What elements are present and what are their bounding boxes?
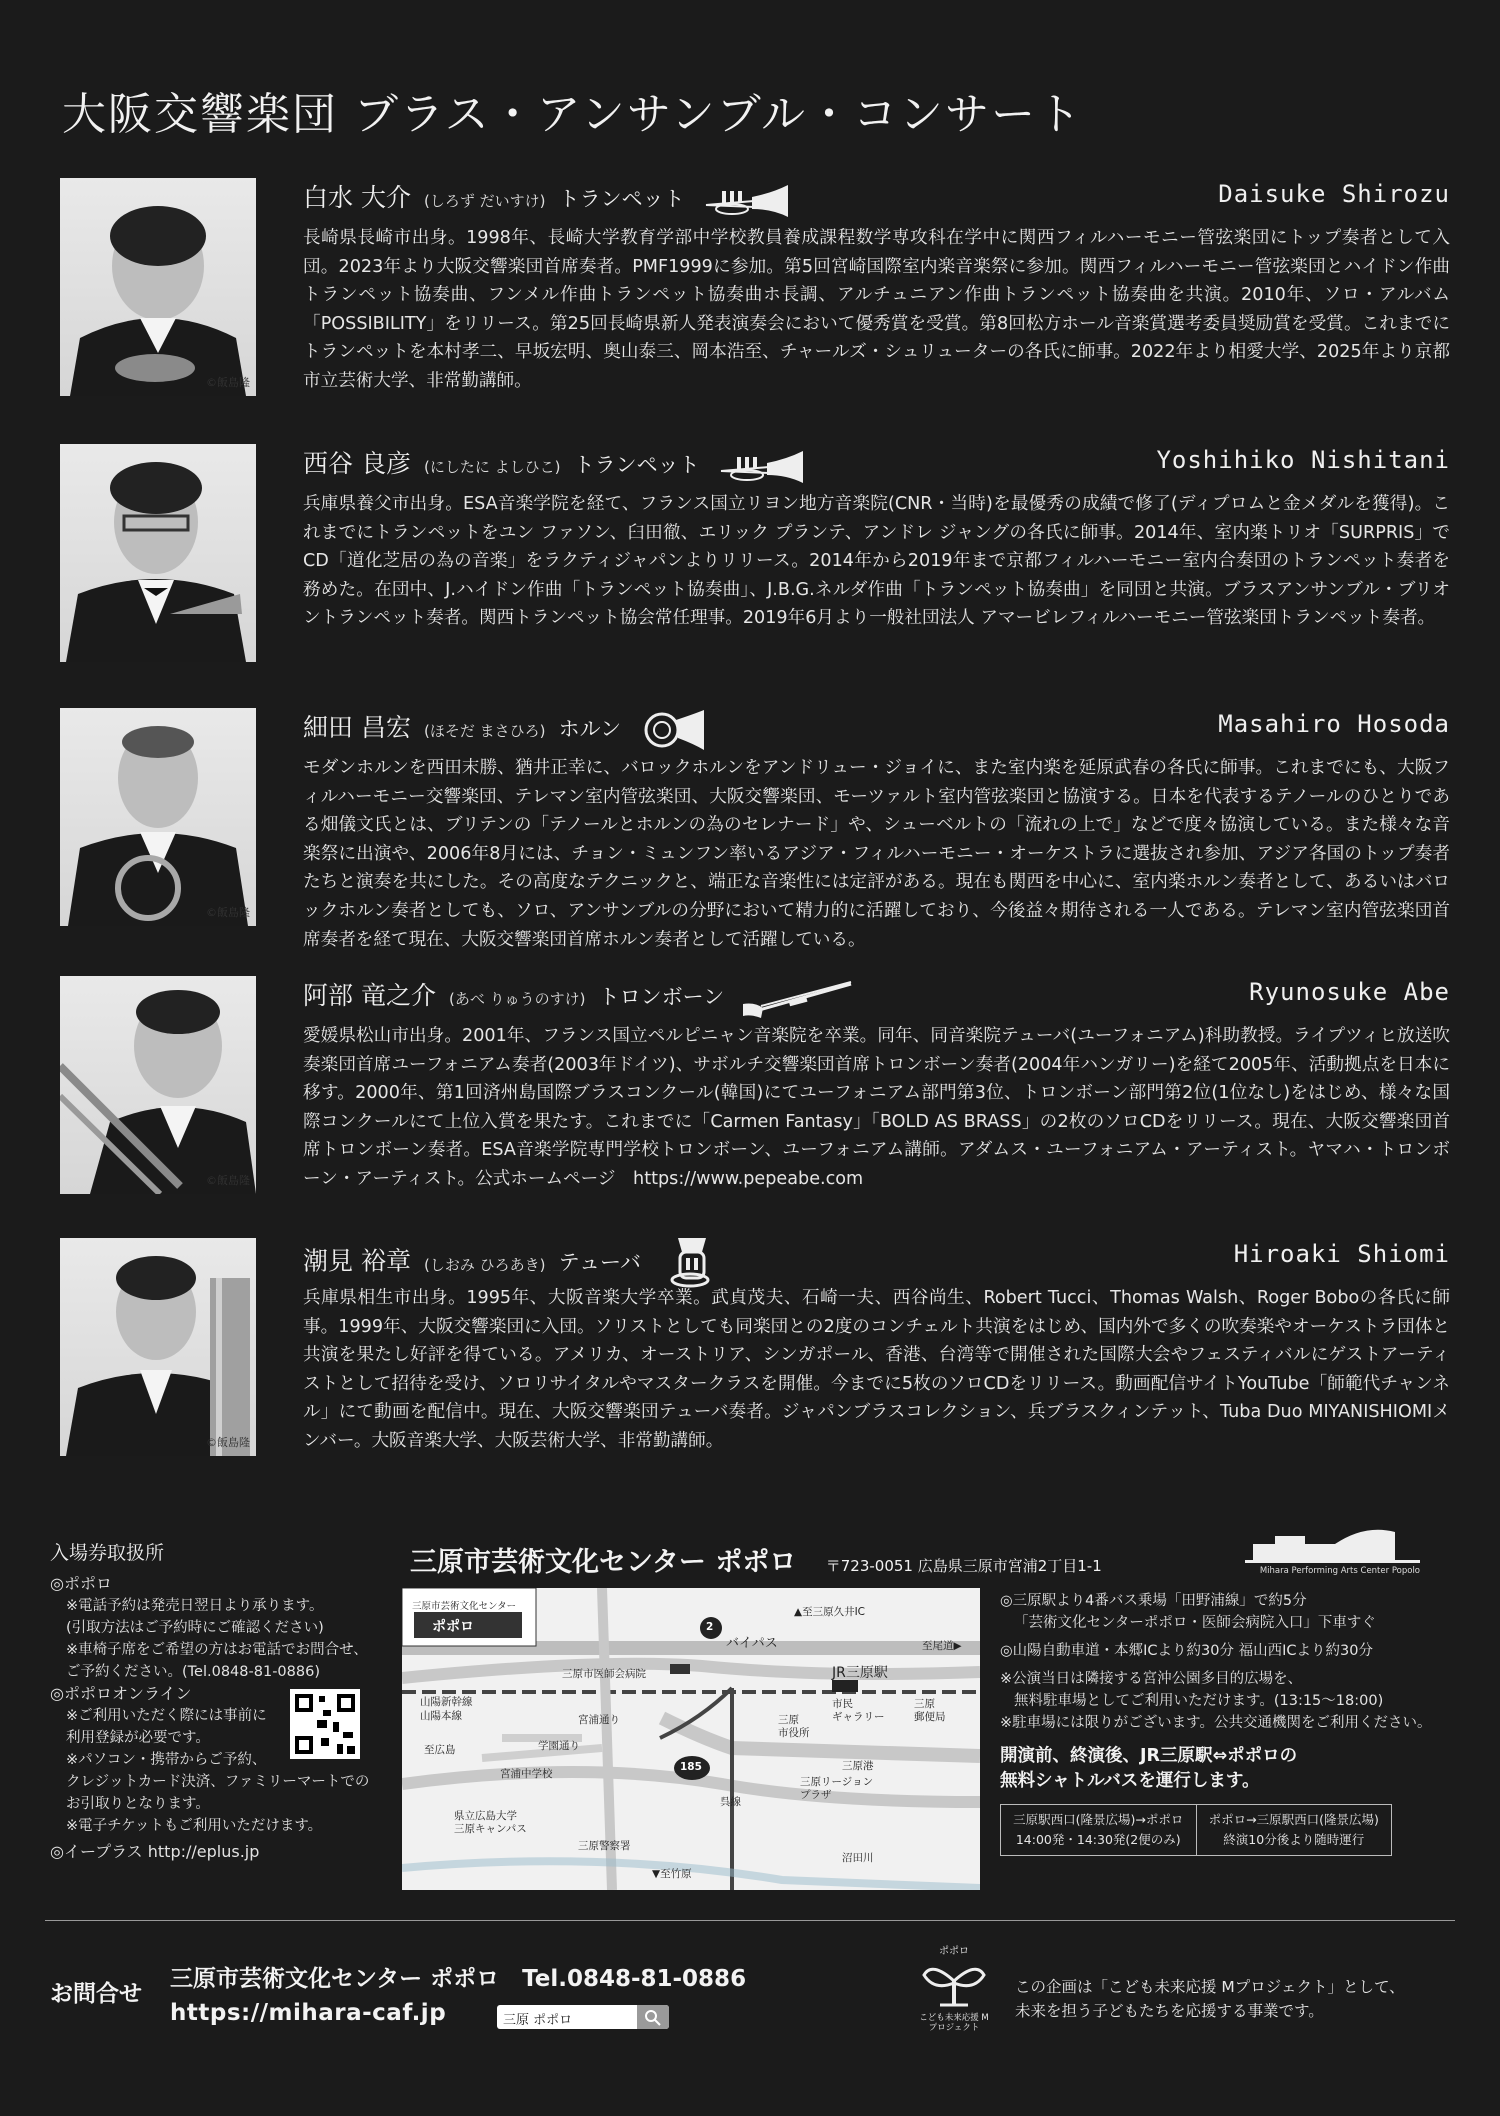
qr-code-icon[interactable] <box>290 1689 360 1759</box>
search-box[interactable] <box>497 2005 669 2029</box>
m-project-note-line: この企画は「こども未来応援 Mプロジェクト」として、 <box>1015 1978 1405 1996</box>
ticket-line: お引取りとなります。 <box>66 1796 210 1812</box>
map-label-to-chikubara: ▼至竹原 <box>652 1868 692 1880</box>
photo-credit: ©飯島隆 <box>206 1174 250 1187</box>
ticket-poporo-label: ◎ポポロ <box>50 1574 112 1593</box>
venue-logo <box>1245 1522 1420 1578</box>
player-name: 白水 大介 <box>303 183 411 212</box>
player-instrument: トランペット <box>573 453 700 477</box>
divider <box>45 1920 1455 1921</box>
venue-name: 三原市芸術文化センター ポポロ <box>410 1547 797 1578</box>
portrait-illustration <box>60 1238 256 1456</box>
ticket-line: ※パソコン・携帯からご予約、 <box>66 1752 267 1768</box>
player-name: 阿部 竜之介 <box>303 981 436 1010</box>
map-label-police: 三原警察署 <box>578 1840 631 1852</box>
map-label-ishikai: 三原市医師会病院 <box>562 1668 646 1680</box>
player-reading: (しろず だいすけ) <box>424 192 546 210</box>
access-map <box>402 1588 980 1890</box>
access-line: ◎三原駅より4番バス乗場「田野浦線」で約5分 <box>1000 1593 1307 1609</box>
venue-heading <box>410 1540 1102 1579</box>
m-project-logo <box>918 1942 990 2034</box>
map-label-kure-line: 呉線 <box>720 1796 741 1808</box>
ticket-line: ※ご利用いただく際には事前に <box>66 1708 267 1724</box>
tuba-icon <box>658 1238 728 1292</box>
shuttle-return-route: ポポロ→三原駅西口(隆景広場) <box>1208 1812 1379 1827</box>
photo-credit: ©飯島隆 <box>206 1436 250 1449</box>
map-label-jr: JR三原駅 <box>832 1665 888 1681</box>
portrait-illustration <box>60 976 256 1194</box>
player-name-en: Ryunosuke Abe <box>1249 978 1450 1006</box>
map-label-sanyo-line: 山陽本線 <box>420 1710 462 1722</box>
portrait-illustration <box>60 708 256 926</box>
m-project-top: ポポロ <box>939 1946 969 1957</box>
access-line: ◎山陽自動車道・本郷ICより約30分 福山西ICより約30分 <box>1000 1643 1373 1659</box>
player-bio: モダンホルンを西田末勝、猶井正幸に、バロックホルンをアンドリュー・ジョイに、また室内楽を延原武春の各氏に師事。これまでにも、大阪フィルハーモニー交響楽団、テレマン室内管弦楽団、大阪交響楽団、モーツァルト室内管弦楽団と協演する。日本を代表するテノールのひとりである畑儀文氏とは、ブリテンの「テノールとホルンの為のセレナード」や、シューベルトの「流れの上で」などで度々協演している。また様々な音楽祭に出演や、2006年8月には、チョン・ミュンフン率いるアジア・フィルハーモニー・オーケストラに選抜され参加、アジア各国のトップ奏者たちと演奏を共にした。その高度なテクニックと、端正な音楽性には定評がある。現在も関西を中心に、室内楽ホルン奏者として、あるいはバロックホルン奏者としても、ソロ、アンサンブルの分野において精力的に活躍しており、今後益々期待される一人である。テレマン室内管弦楽団首席奏者を経て現在、大阪交響楽団首席ホルン奏者として活躍している。 <box>303 758 1450 950</box>
search-button[interactable] <box>637 2005 669 2029</box>
trumpet-icon <box>702 183 792 221</box>
ticket-line: クレジットカード決済、ファミリーマートでの <box>66 1774 370 1790</box>
shuttle-outbound-times: 14:00発・14:30発(2便のみ) <box>1015 1832 1181 1847</box>
map-label-to-hiroshima: 至広島 <box>424 1744 456 1756</box>
sprout-icon <box>918 1957 990 2009</box>
player-photo <box>60 1238 256 1456</box>
map-label-post: 三原 郵便局 <box>914 1698 946 1723</box>
map-label-pref-univ: 県立広島大学 三原キャンパス <box>454 1810 527 1835</box>
contact-label: お問合せ <box>50 1981 142 2007</box>
building-icon <box>1245 1522 1420 1564</box>
photo-credit: ©飯島隆 <box>206 906 250 919</box>
player-photo <box>60 444 256 662</box>
map-label-onomichi: 至尾道▶ <box>922 1640 962 1652</box>
portrait-illustration <box>60 444 256 662</box>
player-name-en: Masahiro Hosoda <box>1218 710 1450 738</box>
shuttle-line: 無料シャトルバスを運行します。 <box>1000 1771 1260 1791</box>
player-instrument: テューバ <box>558 1250 641 1275</box>
map-label-gakuen-st: 学園通り <box>538 1740 580 1752</box>
venue-logo-text: Mihara Performing Arts Center Popolo <box>1259 1566 1420 1576</box>
player-name-en: Daisuke Shirozu <box>1218 180 1450 208</box>
shuttle-return-times: 終演10分後より随時運行 <box>1223 1832 1365 1847</box>
map-label-city-hall: 三原 市役所 <box>778 1714 810 1739</box>
map-label-port: 三原港 <box>842 1760 874 1772</box>
page-title: 大阪交響楽団 ブラス・アンサンブル・コンサート <box>62 89 1083 140</box>
ticket-line: 利用登録が必要です。 <box>66 1730 210 1746</box>
map-label-bypass: バイパス <box>726 1636 778 1651</box>
venue-address: 〒723-0051 広島県三原市宮浦2丁目1-1 <box>825 1557 1102 1575</box>
player-reading: (あべ りゅうのすけ) <box>449 990 586 1008</box>
contact-info: 三原市芸術文化センター ポポロ Tel.0848-81-0886 <box>170 1966 747 1992</box>
ticket-online-label: ◎ポポロオンライン <box>50 1684 192 1703</box>
player-name: 西谷 良彦 <box>303 449 411 478</box>
player-bio: 愛媛県松山市出身。2001年、フランス国立ペルピニャン音楽院を卒業。同年、同音楽院テューバ(ユーフォニアム)科助教授。ライプツィヒ放送吹奏楽団首席ユーフォニアム奏者(2003年ドイツ)、サボルチ交響楽団首席トロンボーン奏者(2004年ハンガリー)を経て2005年、活動拠点を日本に移す。2000年、第1回済州島国際ブラスコンクール(韓国)にてユーフォニアム部門第3位、トロンボーン部門第2位(1位なし)をはじめ、様々な国際コンクールにて上位入賞を果たす。これまでに「Carmen Fantasy」「BOLD AS BRASS」の2枚のソロCDをリリース。現在、大阪交響楽団首席トロンボーン奏者。ESA音楽学院専門学校トロンボーン、ユーフォニアム講師。アダムス・ユーフォニアム・アーティスト。ヤマハ・トロンボーン・アーティスト。公式ホームページ https://www.pepeabe.com <box>303 1026 1450 1189</box>
map-label-numata: 沼田川 <box>842 1852 874 1864</box>
photo-credit: ©飯島隆 <box>206 376 250 389</box>
trumpet-icon <box>717 449 807 487</box>
player-instrument: ホルン <box>558 717 622 741</box>
player-reading: (にしたに よしひこ) <box>424 458 561 476</box>
player-name: 潮見 裕章 <box>303 1246 411 1276</box>
map-label-miyaura-st: 宮浦通り <box>578 1714 620 1726</box>
player-photo <box>60 708 256 926</box>
search-icon <box>637 2005 669 2029</box>
access-line: 「芸術文化センターポポロ・医師会病院入口」下車すぐ <box>1014 1615 1376 1631</box>
shuttle-notice <box>1000 1744 1440 1794</box>
map-label-plaza: 三原リージョン プラザ <box>800 1776 874 1801</box>
ticket-heading: 入場券取扱所 <box>50 1542 165 1564</box>
ticket-line: ご予約ください。(Tel.0848-81-0886) <box>66 1664 320 1680</box>
m-project-note <box>1015 1975 1405 2023</box>
player-reading: (ほそだ まさひろ) <box>424 722 546 740</box>
m-project-bottom: こども未来応援 Mプロジェクト <box>919 2013 989 2033</box>
portrait-illustration <box>60 178 256 396</box>
player-name-en: Hiroaki Shiomi <box>1233 1240 1450 1268</box>
m-project-note-line: 未来を担う子どもたちを応援する事業です。 <box>1015 2002 1324 2020</box>
ticket-eplus[interactable]: ◎イープラス http://eplus.jp <box>50 1842 260 1861</box>
player-photo <box>60 178 256 396</box>
player-instrument: トロンボーン <box>598 985 725 1009</box>
player-reading: (しおみ ひろあき) <box>424 1255 546 1274</box>
shuttle-line: 開演前、終演後、JR三原駅⇔ポポロの <box>1000 1746 1298 1766</box>
shuttle-outbound-route: 三原駅西口(隆景広場)→ポポロ <box>1013 1812 1184 1827</box>
ticket-line: (引取方法はご予約時にご確認ください) <box>66 1620 324 1636</box>
access-info <box>1000 1590 1440 1856</box>
access-line: ※駐車場には限りがございます。公共交通機関をご利用ください。 <box>1000 1715 1432 1731</box>
horn-icon <box>638 710 708 754</box>
map-label-sanyo-shinkansen: 山陽新幹線 <box>420 1696 473 1708</box>
player-name-en: Yoshihiko Nishitani <box>1156 446 1450 474</box>
map-label-gallery: 市民 ギャラリー <box>832 1698 885 1723</box>
player-instrument: トランペット <box>558 187 685 211</box>
map-label-kui: ▲至三原久井IC <box>794 1606 866 1618</box>
ticket-line: ※電子チケットもご利用いただけます。 <box>66 1818 323 1834</box>
route-185-label: 185 <box>680 1761 702 1773</box>
player-photo <box>60 976 256 1194</box>
website-link[interactable]: https://mihara-caf.jp <box>170 2000 447 2026</box>
map-drawing <box>402 1588 980 1890</box>
map-inset-big: ポポロ <box>432 1619 474 1635</box>
shuttle-return <box>1197 1805 1392 1855</box>
route-2-label: 2 <box>706 1621 714 1633</box>
search-input[interactable]: 三原 ポポロ <box>503 2013 573 2028</box>
ticket-section <box>50 1538 390 1863</box>
ticket-line: ※車椅子席をご希望の方はお電話でお問合せ、 <box>66 1642 368 1658</box>
player-bio: 長崎県長崎市出身。1998年、長崎大学教育学部中学校教員養成課程数学専攻科在学中に関西フィルハーモニー管弦楽団にトップ奏者として入団。2023年より大阪交響楽団首席奏者。PMF1999に参加。第5回宮崎国際室内楽音楽祭に参加。関西フィルハーモニー管弦楽団とハイドン作曲トランペット協奏曲、フンメル作曲トランペット協奏曲ホ長調、アルチュニアン作曲トランペット協奏曲を共演。2010年、ソロ・アルバム「POSSIBILITY」をリリース。第25回長崎県新人発表演奏会において優秀賞を受賞。第8回松方ホール音楽賞選考委員奨励賞を受賞。これまでにトランペットを本村孝二、早坂宏明、奥山泰三、岡本浩至、チャールズ・シュリューターの各氏に師事。2022年より相愛大学、2025年より京都市立芸術大学、非常勤講師。 <box>303 228 1450 391</box>
ticket-line: ※電話予約は発売日翌日より承ります。 <box>66 1598 324 1614</box>
player-bio: 兵庫県相生市出身。1995年、大阪音楽大学卒業。武貞茂夫、石崎一夫、西谷尚生、Robert Tucci、Thomas Walsh、Roger Boboの各氏に師事。1999年、大阪交響楽団に入団。ソリストとしても同楽団との2度のコンチェルト共演をはじめ、国内外で多くの吹奏楽やオーケストラ団体と共演を果たし好評を得ている。アメリカ、オーストリア、シンガポール、香港、台湾等で開催された国際大会やフェスティバルにゲストアーティストとして招待を受け、ソロリサイタルやマスタークラスを開催。今までに5枚のソロCDをリリース。動画配信サイトYouTube「師範代チャンネル」にて動画を配信中。現在、大阪交響楽団テューバ奏者。ジャパンブラスコレクション、兵ブラスクィンテット、Tuba Duo MIYANISHIOMIメンバー。大阪音楽大学、大阪芸術大学、非常勤講師。 <box>303 1288 1450 1451</box>
map-inset-small: 三原市芸術文化センター <box>412 1601 517 1612</box>
shuttle-table <box>1000 1804 1392 1856</box>
map-label-miyaura-jh: 宮浦中学校 <box>500 1768 553 1780</box>
shuttle-outbound <box>1001 1805 1197 1855</box>
trombone-icon <box>741 978 861 1022</box>
access-line: ※公演当日は隣接する宮沖公園多目的広場を、 <box>1000 1671 1303 1687</box>
access-line: 無料駐車場としてご利用いただけます。(13:15～18:00) <box>1014 1693 1384 1709</box>
player-name: 細田 昌宏 <box>303 713 411 742</box>
player-bio: 兵庫県養父市出身。ESA音楽学院を経て、フランス国立リヨン地方音楽院(CNR・当時)を最優秀の成績で修了(ディプロムと金メダルを獲得)。これまでにトランペットをユン ファソン、臼田徹、エリック プランテ、アンドレ ジャングの各氏に師事。2014年、室内楽トリオ「SURPRIS」でCD「道化芝居の為の音楽」をラクティジャパンよりリリース。2014年から2019年まで京都フィルハーモニー室内合奏団のトランペット奏者を務めた。在団中、J.ハイドン作曲「トランペット協奏曲」、J.B.G.ネルダ作曲「トランペット協奏曲」を同団と共演。ブラスアンサンブル・ブリオントランペット奏者。関西トランペット協会常任理事。2019年6月より一般社団法人 アマービレフィルハーモニー管弦楽団トランペット奏者。 <box>303 494 1450 629</box>
